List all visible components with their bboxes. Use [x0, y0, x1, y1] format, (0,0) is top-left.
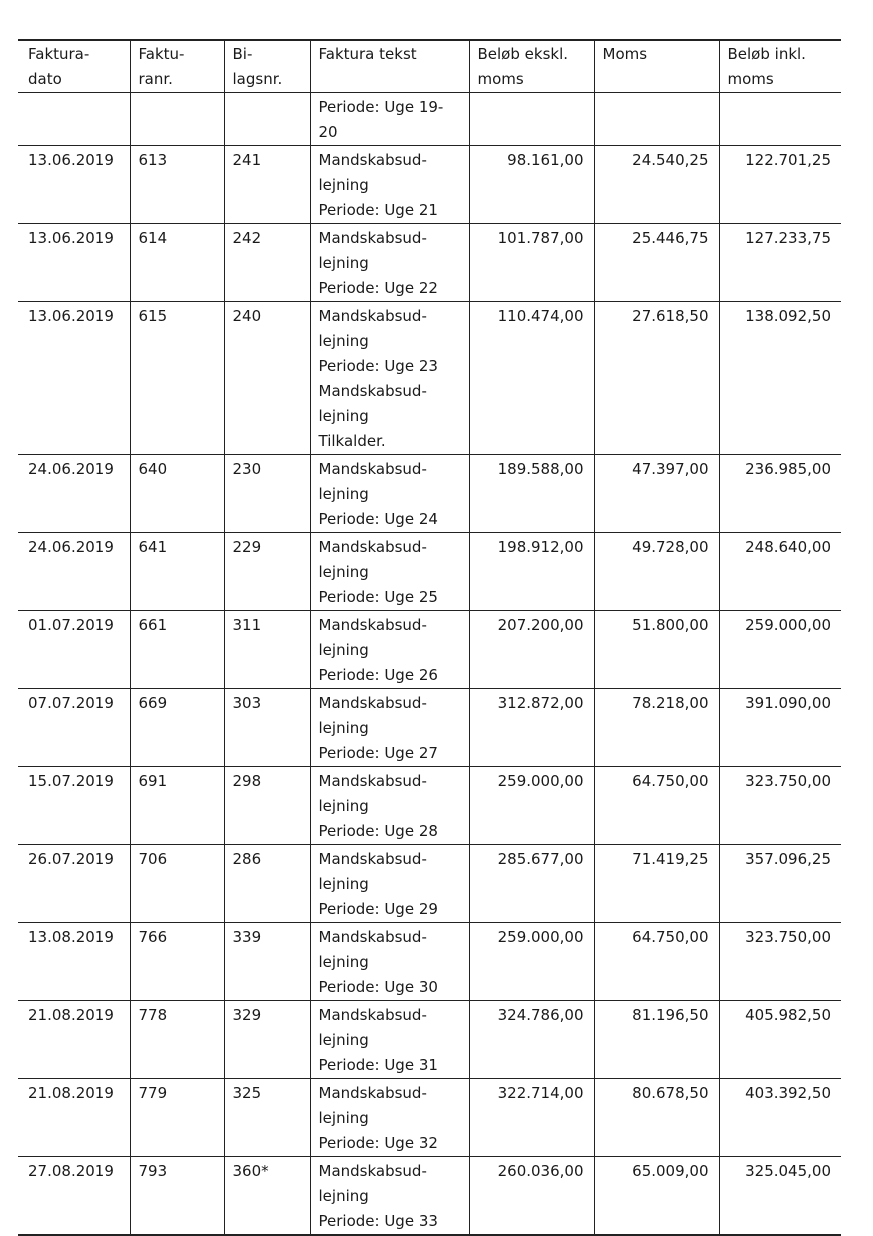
table-row — [18, 767, 841, 845]
cell-moms: 64.750,00 — [594, 767, 719, 845]
cell-beloeb-inkl: 236.985,00 — [719, 455, 841, 533]
document-page — [18, 39, 841, 1236]
cell-moms: 80.678,50 — [594, 1079, 719, 1157]
cell-beloeb-inkl: 127.233,75 — [719, 224, 841, 302]
invoice-table — [18, 39, 841, 1236]
header-moms: Moms — [594, 40, 719, 93]
cell-beloeb-ekskl: 98.161,00 — [469, 146, 594, 224]
cell-fakturanr: 641 — [130, 533, 224, 611]
cell-beloeb-ekskl: 312.872,00 — [469, 689, 594, 767]
cell-dato: 13.06.2019 — [18, 302, 130, 455]
cell-beloeb-inkl: 248.640,00 — [719, 533, 841, 611]
cell-moms: 81.196,50 — [594, 1001, 719, 1079]
cell-faktura-tekst: Mandskabsud- lejning Periode: Uge 22 — [310, 224, 469, 302]
cell-fakturanr — [130, 93, 224, 146]
cell-dato: 01.07.2019 — [18, 611, 130, 689]
cell-fakturanr: 614 — [130, 224, 224, 302]
cell-moms: 47.397,00 — [594, 455, 719, 533]
cell-moms — [594, 93, 719, 146]
cell-fakturanr: 793 — [130, 1157, 224, 1236]
cell-moms: 27.618,50 — [594, 302, 719, 455]
cell-beloeb-inkl: 122.701,25 — [719, 146, 841, 224]
cell-beloeb-ekskl: 259.000,00 — [469, 767, 594, 845]
table-row — [18, 455, 841, 533]
header-beloeb-ekskl-moms: Beløb ekskl. moms — [469, 40, 594, 93]
cell-fakturanr: 766 — [130, 923, 224, 1001]
cell-bilagsnr: 360* — [224, 1157, 310, 1236]
cell-bilagsnr: 242 — [224, 224, 310, 302]
cell-faktura-tekst: Mandskabsud- lejning Periode: Uge 25 — [310, 533, 469, 611]
cell-beloeb-ekskl: 101.787,00 — [469, 224, 594, 302]
header-fakturanr: Faktu- ranr. — [130, 40, 224, 93]
table-row — [18, 845, 841, 923]
header-faktura-tekst: Faktura tekst — [310, 40, 469, 93]
cell-bilagsnr: 298 — [224, 767, 310, 845]
header-beloeb-inkl-moms: Beløb inkl. moms — [719, 40, 841, 93]
cell-beloeb-ekskl: 324.786,00 — [469, 1001, 594, 1079]
cell-beloeb-inkl: 403.392,50 — [719, 1079, 841, 1157]
cell-dato: 24.06.2019 — [18, 533, 130, 611]
cell-beloeb-inkl: 259.000,00 — [719, 611, 841, 689]
cell-fakturanr: 613 — [130, 146, 224, 224]
cell-dato: 27.08.2019 — [18, 1157, 130, 1236]
cell-faktura-tekst: Mandskabsud- lejning Periode: Uge 33 — [310, 1157, 469, 1236]
cell-dato: 24.06.2019 — [18, 455, 130, 533]
table-row — [18, 302, 841, 455]
cell-faktura-tekst: Mandskabsud- lejning Periode: Uge 31 — [310, 1001, 469, 1079]
cell-beloeb-ekskl: 207.200,00 — [469, 611, 594, 689]
cell-dato: 13.06.2019 — [18, 146, 130, 224]
cell-faktura-tekst: Mandskabsud- lejning Periode: Uge 32 — [310, 1079, 469, 1157]
cell-dato: 13.08.2019 — [18, 923, 130, 1001]
cell-faktura-tekst: Mandskabsud- lejning Periode: Uge 30 — [310, 923, 469, 1001]
cell-moms: 65.009,00 — [594, 1157, 719, 1236]
cell-dato: 21.08.2019 — [18, 1001, 130, 1079]
cell-beloeb-inkl: 323.750,00 — [719, 923, 841, 1001]
cell-faktura-tekst: Mandskabsud- lejning Periode: Uge 23 Mandskabsud- lejning Tilkalder. — [310, 302, 469, 455]
cell-beloeb-inkl: 405.982,50 — [719, 1001, 841, 1079]
table-row — [18, 611, 841, 689]
cell-moms: 24.540,25 — [594, 146, 719, 224]
table-row — [18, 1001, 841, 1079]
cell-fakturanr: 691 — [130, 767, 224, 845]
cell-fakturanr: 706 — [130, 845, 224, 923]
cell-faktura-tekst: Mandskabsud- lejning Periode: Uge 27 — [310, 689, 469, 767]
cell-beloeb-ekskl: 198.912,00 — [469, 533, 594, 611]
header-faktura-dato: Faktura- dato — [18, 40, 130, 93]
cell-bilagsnr: 311 — [224, 611, 310, 689]
cell-faktura-tekst: Mandskabsud- lejning Periode: Uge 28 — [310, 767, 469, 845]
cell-fakturanr: 661 — [130, 611, 224, 689]
cell-beloeb-inkl — [719, 93, 841, 146]
cell-bilagsnr: 229 — [224, 533, 310, 611]
cell-bilagsnr: 339 — [224, 923, 310, 1001]
cell-faktura-tekst: Mandskabsud- lejning Periode: Uge 29 — [310, 845, 469, 923]
cell-fakturanr: 615 — [130, 302, 224, 455]
cell-bilagsnr — [224, 93, 310, 146]
cell-beloeb-inkl: 138.092,50 — [719, 302, 841, 455]
cell-faktura-tekst: Mandskabsud- lejning Periode: Uge 26 — [310, 611, 469, 689]
cell-beloeb-ekskl: 322.714,00 — [469, 1079, 594, 1157]
cell-beloeb-ekskl: 110.474,00 — [469, 302, 594, 455]
cell-beloeb-inkl: 391.090,00 — [719, 689, 841, 767]
cell-faktura-tekst: Periode: Uge 19- 20 — [310, 93, 469, 146]
cell-fakturanr: 640 — [130, 455, 224, 533]
table-header-row — [18, 40, 841, 93]
cell-moms: 49.728,00 — [594, 533, 719, 611]
cell-dato: 13.06.2019 — [18, 224, 130, 302]
cell-moms: 25.446,75 — [594, 224, 719, 302]
cell-bilagsnr: 329 — [224, 1001, 310, 1079]
cell-beloeb-ekskl: 259.000,00 — [469, 923, 594, 1001]
cell-bilagsnr: 240 — [224, 302, 310, 455]
cell-beloeb-ekskl: 260.036,00 — [469, 1157, 594, 1236]
cell-bilagsnr: 286 — [224, 845, 310, 923]
cell-beloeb-inkl: 325.045,00 — [719, 1157, 841, 1236]
cell-beloeb-ekskl: 189.588,00 — [469, 455, 594, 533]
header-bilagsnr: Bi- lagsnr. — [224, 40, 310, 93]
cell-bilagsnr: 303 — [224, 689, 310, 767]
cell-bilagsnr: 241 — [224, 146, 310, 224]
cell-faktura-tekst: Mandskabsud- lejning Periode: Uge 21 — [310, 146, 469, 224]
cell-dato: 07.07.2019 — [18, 689, 130, 767]
cell-bilagsnr: 230 — [224, 455, 310, 533]
cell-dato: 15.07.2019 — [18, 767, 130, 845]
cell-fakturanr: 779 — [130, 1079, 224, 1157]
cell-moms: 51.800,00 — [594, 611, 719, 689]
cell-fakturanr: 778 — [130, 1001, 224, 1079]
cell-moms: 78.218,00 — [594, 689, 719, 767]
cell-beloeb-inkl: 323.750,00 — [719, 767, 841, 845]
cell-dato: 26.07.2019 — [18, 845, 130, 923]
cell-dato — [18, 93, 130, 146]
table-row — [18, 923, 841, 1001]
table-row — [18, 146, 841, 224]
table-row — [18, 1157, 841, 1236]
cell-dato: 21.08.2019 — [18, 1079, 130, 1157]
table-row — [18, 93, 841, 146]
cell-beloeb-ekskl: 285.677,00 — [469, 845, 594, 923]
cell-moms: 71.419,25 — [594, 845, 719, 923]
table-row — [18, 533, 841, 611]
cell-moms: 64.750,00 — [594, 923, 719, 1001]
table-row — [18, 689, 841, 767]
cell-bilagsnr: 325 — [224, 1079, 310, 1157]
cell-faktura-tekst: Mandskabsud- lejning Periode: Uge 24 — [310, 455, 469, 533]
cell-fakturanr: 669 — [130, 689, 224, 767]
table-row — [18, 1079, 841, 1157]
cell-beloeb-ekskl — [469, 93, 594, 146]
cell-beloeb-inkl: 357.096,25 — [719, 845, 841, 923]
table-row — [18, 224, 841, 302]
table-body — [18, 93, 841, 1236]
